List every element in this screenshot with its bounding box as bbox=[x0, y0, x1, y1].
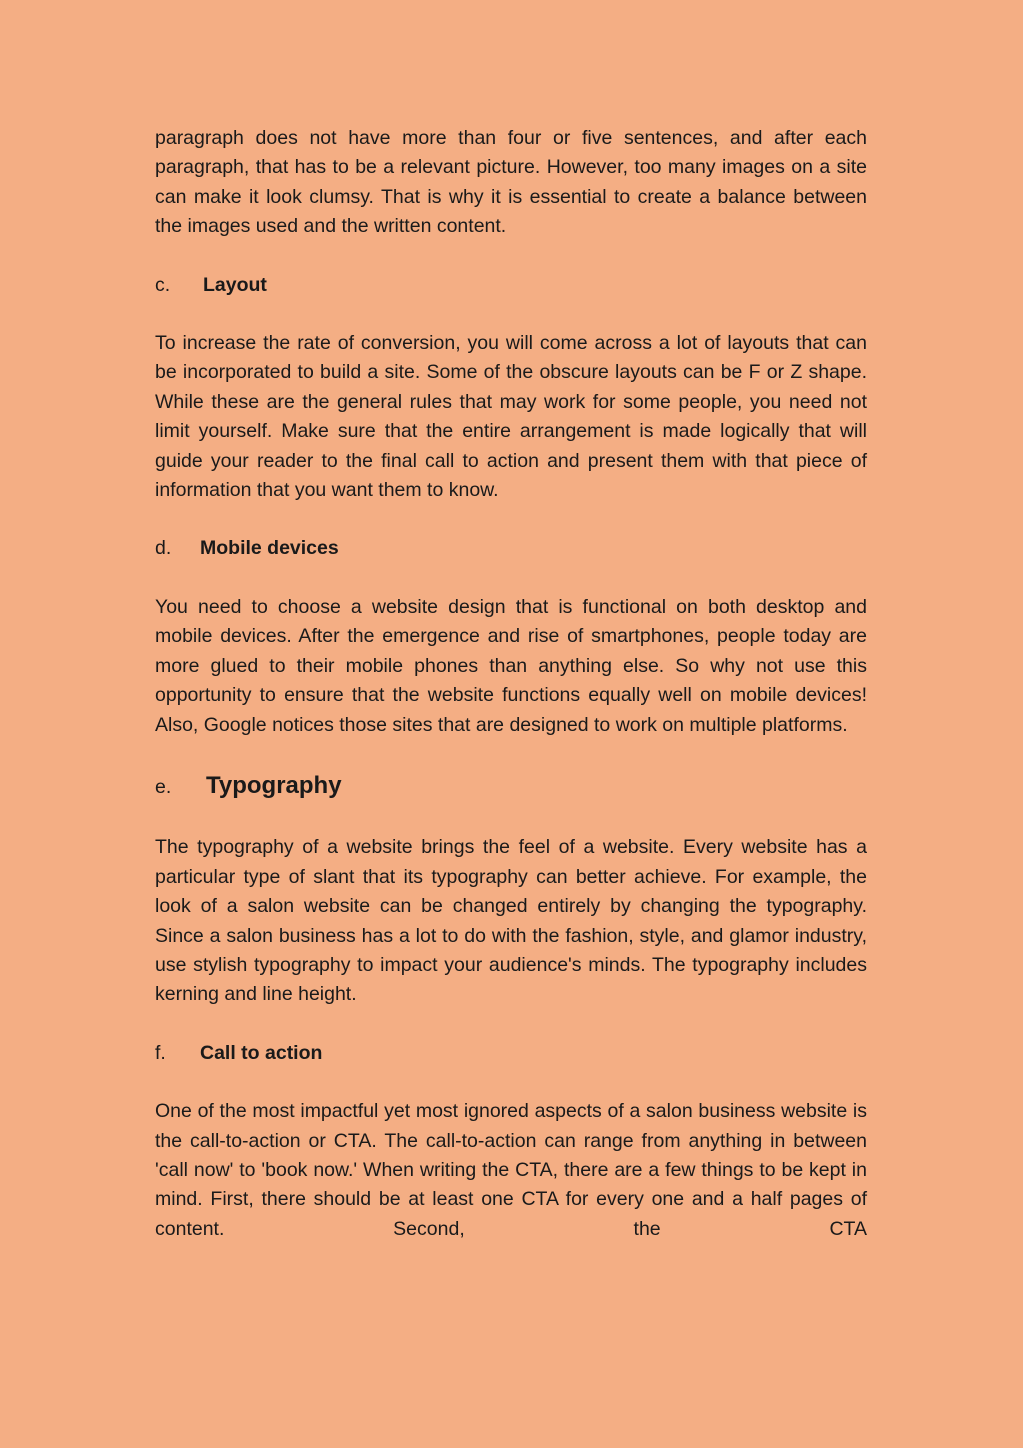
heading-marker: c. bbox=[155, 273, 171, 296]
section-heading-typography bbox=[155, 771, 867, 802]
heading-title: Layout bbox=[203, 273, 267, 296]
paragraph-layout: To increase the rate of conversion, you will come across a lot of layouts that can be incorporated to build a site. Some of the obscure layouts can be F or Z shape. While these are the general rules that may work for some people, you need not limit yourself. Make sure that the entire arrangement is made logically that will guide your reader to the final call to action and present them with that piece of information that you want them to know. bbox=[155, 332, 867, 502]
paragraph-intro: paragraph does not have more than four or five sentences, and after each paragraph, that has to be a relevant picture. However, too many images on a site can make it look clumsy. That is why it is essential to create a balance between the images used and the written content. bbox=[155, 127, 867, 238]
section-heading-call-to-action bbox=[155, 1039, 867, 1068]
document-page bbox=[155, 124, 867, 1244]
heading-marker: e. bbox=[155, 775, 172, 798]
heading-marker: d. bbox=[155, 537, 172, 560]
paragraph-mobile-devices: You need to choose a website design that is functional on both desktop and mobile devices. After the emergence and rise of smartphones, people today are more glued to their mobile phones than anything else. So why not use this opportunity to ensure that the website functions equally well on mobile devices! Also, Google notices those sites that are designed to work on multiple platforms. bbox=[155, 595, 867, 736]
heading-marker: f. bbox=[155, 1041, 166, 1064]
paragraph-typography: The typography of a website brings the feel of a website. Every website has a particular type of slant that its typography can better achieve. For example, the look of a salon website can be changed entirely by changing the typography. Since a salon business has a lot to do with the fashion, style, and glamor industry, use stylish typography to impact your audience's minds. The typography includes kerning and line height. bbox=[155, 836, 867, 1006]
heading-title: Typography bbox=[206, 771, 342, 799]
paragraph-call-to-action: One of the most impactful yet most ignored aspects of a salon business website is the call-to-action or CTA. The call-to-action can range from anything in between 'call now' to 'book now.' When writing the CTA, there are a few things to be kept in mind. First, there should be at least one CTA for every one and a half pages of content. Second, the CTA bbox=[155, 1100, 867, 1240]
heading-title: Mobile devices bbox=[200, 537, 339, 560]
heading-title: Call to action bbox=[200, 1041, 323, 1064]
section-heading-layout bbox=[155, 271, 867, 300]
section-heading-mobile-devices bbox=[155, 534, 867, 563]
